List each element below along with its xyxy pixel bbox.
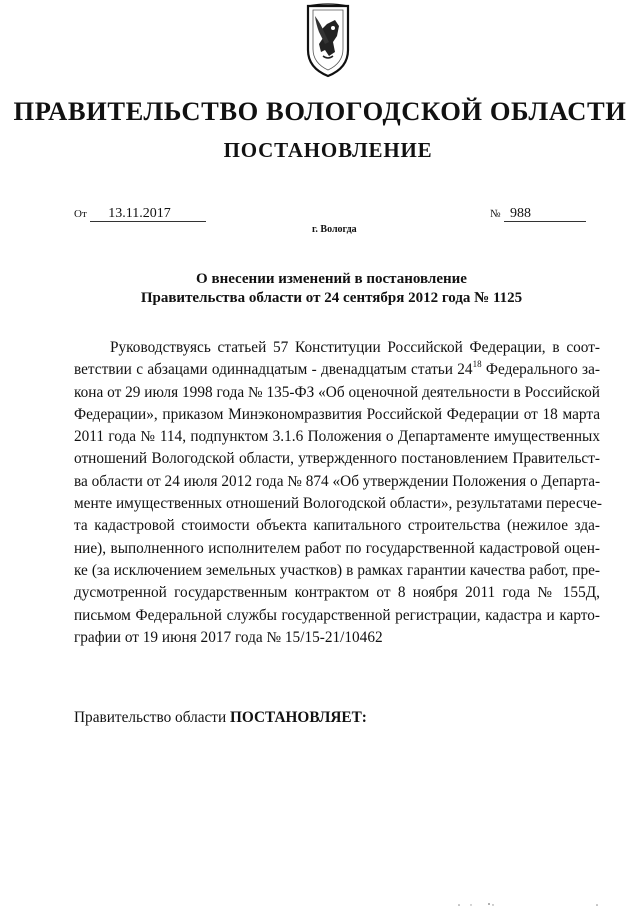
- document-type-heading: ПОСТАНОВЛЕНИЕ: [223, 138, 433, 162]
- closing-text: Правительство области: [74, 709, 231, 726]
- body-line: ние), выполненного исполнителем работ по государственной кадастровой оцен-: [74, 539, 600, 557]
- body-paragraph: [74, 337, 603, 649]
- body-line: менте имущественных отношений Вологодской области», результатами пересче-: [74, 495, 603, 513]
- closing-emphasis: ПОСТАНОВЛЯЕТ:: [230, 709, 367, 726]
- body-line: та кадастровой стоимости объекта капитального строительства (нежилое зда-: [74, 517, 600, 535]
- date-row: [74, 206, 206, 222]
- subject-line-2: Правительства области от 24 сентября 2012 года № 1125: [140, 290, 523, 306]
- body-line: письмом Федеральной службы государственной регистрации, кадастра и карто-: [74, 606, 600, 624]
- subject-line-1: О внесении изменений в постановление: [196, 271, 467, 287]
- body-line: Руководствуясь статьей 57 Конституции Российской Федерации, в соот-: [110, 339, 600, 356]
- date-prefix: От: [74, 208, 87, 220]
- superscript: 18: [472, 359, 482, 370]
- body-line: графии от 19 июня 2017 года № 15/15-21/10462: [74, 628, 383, 646]
- body-line: 2011 года № 114, подпунктом 3.1.6 Положения о Департаменте имущественных: [74, 428, 600, 446]
- coat-of-arms-icon: [303, 2, 353, 80]
- body-line: ке (за исключением земельных участков) в рамках гарантии качества работ, пре-: [74, 561, 600, 579]
- body-line: кона от 29 июля 1998 года № 135-ФЗ «Об оценочной деятельности в Российской: [74, 383, 600, 401]
- body-line: дусмотренной государственным контрактом от 8 ноября 2011 года № 155Д,: [74, 584, 600, 602]
- document-number: 988: [504, 207, 586, 222]
- document-date: 13.11.2017: [90, 207, 206, 222]
- number-row: [490, 206, 586, 222]
- body-line: отношений Вологодской области, утвержденного постановлением Правительст-: [74, 450, 600, 468]
- document-subject: [0, 270, 640, 308]
- body-line: Федерации», приказом Минэкономразвития Российской Федерации от 18 марта: [74, 405, 600, 423]
- organization-title: ПРАВИТЕЛЬСТВО ВОЛОГОДСКОЙ ОБЛАСТИ: [13, 96, 627, 126]
- body-line: ва области от 24 июля 2012 года № 874 «Об утверждении Положения о Департа-: [74, 472, 601, 490]
- body-line: ветствии с абзацами одиннадцатым - двенадцатым статьи $24^{18}$ Федерального за-: [74, 359, 600, 379]
- city-label: г. Вологда: [312, 224, 357, 235]
- number-prefix: №: [490, 208, 501, 220]
- scan-artifact: [455, 895, 605, 901]
- resolution-clause: [74, 709, 367, 727]
